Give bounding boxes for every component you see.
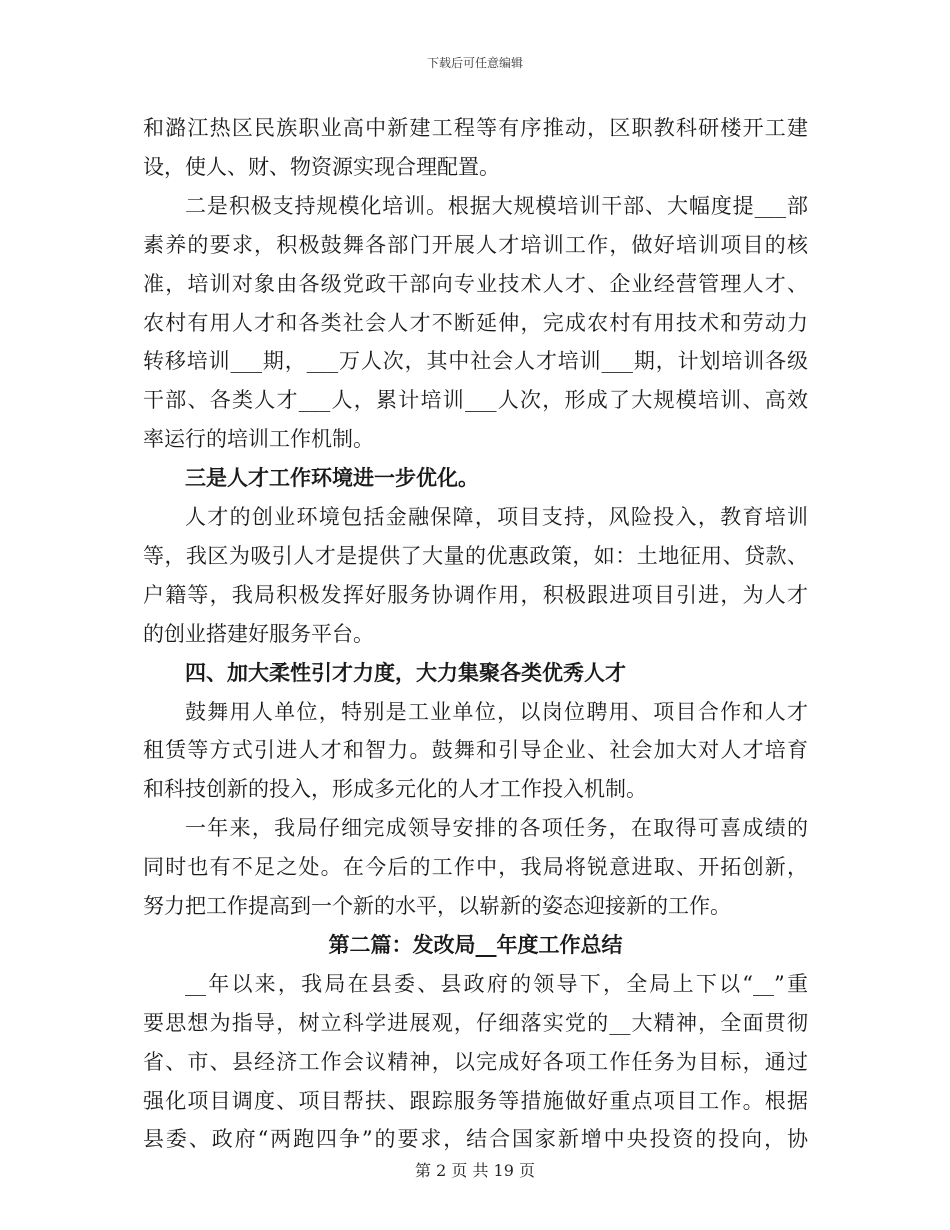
paragraph-line: __年以来，我局在县委、县政府的领导下，全局上下以“__”重 xyxy=(185,971,808,996)
paragraph-line: 的创业搭建好服务平台。 xyxy=(143,621,374,646)
paragraph-line: 率运行的培训工作机制。 xyxy=(143,427,374,452)
paragraph-line: 努力把工作提高到一个新的水平，以崭新的姿态迎接新的工作。 xyxy=(143,894,731,918)
section-heading: 第二篇：发改局__年度工作总结 xyxy=(328,931,623,957)
paragraph-line: 强化项目调度、项目帮扶、跟踪服务等措施做好重点项目工作。根据 xyxy=(143,1088,808,1113)
page-header-note: 下载后可任意编辑 xyxy=(426,56,523,70)
paragraph-line: 和科技创新的投入，形成多元化的人才工作投入机制。 xyxy=(143,777,647,802)
paragraph-line: 准，培训对象由各级党政干部向专业技术人才、企业经营管理人才、 xyxy=(143,271,808,296)
paragraph-line: 二是积极支持规模化培训。根据大规模培训干部、大幅度提___部 xyxy=(185,193,808,218)
paragraph-line: 人才的创业环境包括金融保障，项目支持，风险投入，教育培训 xyxy=(185,505,808,529)
bold-heading-line: 四、加大柔性引才力度，大力集聚各类优秀人才 xyxy=(185,659,626,685)
paragraph-line: 省、市、县经济工作会议精神，以完成好各项工作任务为目标，通过 xyxy=(143,1049,808,1074)
paragraph-line: 租赁等方式引进人才和智力。鼓舞和引导企业、社会加大对人才培育 xyxy=(143,738,808,763)
paragraph-line: 转移培训___期，___万人次，其中社会人才培训___期，计划培训各级 xyxy=(143,349,808,374)
bold-heading-line: 三是人才工作环境进一步优化。 xyxy=(185,465,479,491)
paragraph-line: 县委、政府“两跑四争”的要求，结合国家新增中央投资的投向，协 xyxy=(143,1127,808,1152)
paragraph-line: 设，使人、财、物资源实现合理配置。 xyxy=(143,154,500,179)
paragraph-line: 鼓舞用人单位，特别是工业单位，以岗位聘用、项目合作和人才 xyxy=(185,699,808,724)
paragraph-line: 要思想为指导，树立科学进展观，仔细落实党的__大精神，全面贯彻 xyxy=(143,1010,808,1035)
paragraph-line: 素养的要求，积极鼓舞各部门开展人才培训工作，做好培训项目的核 xyxy=(143,232,808,257)
paragraph-line: 同时也有不足之处。在今后的工作中，我局将锐意进取、开拓创新， xyxy=(143,855,808,880)
paragraph-line: 和潞江热区民族职业高中新建工程等有序推动，区职教科研楼开工建 xyxy=(143,116,808,140)
paragraph-line: 一年来，我局仔细完成领导安排的各项任务，在取得可喜成绩的 xyxy=(185,816,808,841)
paragraph-line: 等，我区为吸引人才是提供了大量的优惠政策，如：土地征用、贷款、 xyxy=(143,543,808,568)
page-footer-number: 第 2 页 共 19 页 xyxy=(415,1161,535,1180)
paragraph-line: 农村有用人才和各类社会人才不断延伸，完成农村有用技术和劳动力 xyxy=(143,310,808,335)
paragraph-line: 干部、各类人才___人，累计培训___人次，形成了大规模培训、高效 xyxy=(143,388,808,413)
paragraph-line: 户籍等，我局积极发挥好服务协调作用，积极跟进项目引进，为人才 xyxy=(143,582,808,607)
